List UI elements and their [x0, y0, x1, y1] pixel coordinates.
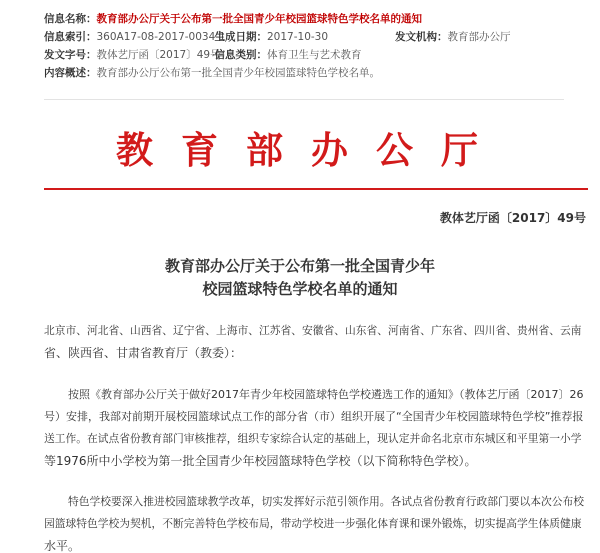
- meta-doc-code-value: 教体艺厅函〔2017〕49号: [96, 49, 221, 61]
- meta-doc-code-label: 发文字号：: [44, 49, 97, 61]
- meta-info-index-value: 360A17-08-2017-0034-1: [96, 31, 226, 43]
- metadata-panel: [44, 10, 564, 82]
- meta-category-label: 信息类别：: [214, 49, 267, 61]
- document-number: 教体艺厅函〔2017〕49号: [439, 211, 586, 225]
- paragraph-2-line-3: 水平。: [44, 539, 81, 553]
- meta-info-name-row: [44, 10, 564, 28]
- paragraph-1-line-1: 按照《教育部办公厅关于做好2017年青少年校园篮球特色学校遴选工作的通知》（教体艺厅函〔2017〕26: [68, 388, 584, 401]
- paragraph-2-line-1: 特色学校要深入推进校园篮球教学改革，切实发挥好示范引领作用。各试点省份教育行政部门要以本次公布校: [68, 495, 585, 508]
- meta-summary-label: 内容概述：: [44, 67, 97, 79]
- addressee-line-2: 省、陕西省、甘肃省教育厅（教委）：: [44, 346, 243, 360]
- meta-doc-code-row: [44, 46, 564, 64]
- paragraph-1-line-2: 号）安排，我部对前期开展校园篮球试点工作的部分省（市）组织开展了“全国青少年校园篮球特色学校”推荐报: [44, 410, 584, 423]
- meta-index-row: [44, 28, 564, 46]
- meta-summary-row: [44, 64, 564, 82]
- addressee: [44, 320, 590, 364]
- paragraph-1-line-3: 送工作。在试点省份教育部门审核推荐，组织专家综合认定的基础上，现认定并命名北京市东城区和平里第一小学: [44, 432, 582, 445]
- meta-info-name-value: 教育部办公厅关于公布第一批全国青少年校园篮球特色学校名单的通知: [96, 13, 422, 25]
- paragraph-2: [44, 491, 590, 553]
- meta-info-name-label: 信息名称：: [44, 13, 97, 25]
- paragraph-1: [44, 384, 590, 472]
- paragraph-2-line-2: 园篮球特色学校为契机，不断完善特色学校布局，带动学校进一步强化体育课和课外锻炼，切实提高学生体质健康: [44, 517, 582, 530]
- meta-category-value: 体育卫生与艺术教育: [267, 49, 362, 61]
- document-title: [0, 255, 600, 301]
- meta-created-date-label: 生成日期：: [214, 31, 267, 43]
- meta-created-date-value: 2017-10-30: [267, 31, 329, 43]
- meta-issuing-org-label: 发文机构：: [395, 31, 448, 43]
- title-line-2: 校园篮球特色学校名单的通知: [202, 280, 398, 298]
- red-header-rule: [44, 188, 588, 190]
- addressee-line-1: 北京市、河北省、山西省、辽宁省、上海市、江苏省、安徽省、山东省、河南省、广东省、四川省、贵州省、云南: [44, 324, 582, 337]
- meta-summary-value: 教育部办公厅公布第一批全国青少年校园篮球特色学校名单。: [96, 67, 380, 79]
- meta-info-index-label: 信息索引：: [44, 31, 97, 43]
- title-line-1: 教育部办公厅关于公布第一批全国青少年: [164, 257, 435, 275]
- paragraph-1-line-4: 等1976所中小学校为第一批全国青少年校园篮球特色学校（以下简称特色学校）。: [44, 454, 477, 468]
- meta-issuing-org-value: 教育部办公厅: [447, 31, 511, 43]
- metadata-divider: [44, 99, 564, 100]
- issuing-org-header: 教育部办公厅: [116, 128, 506, 172]
